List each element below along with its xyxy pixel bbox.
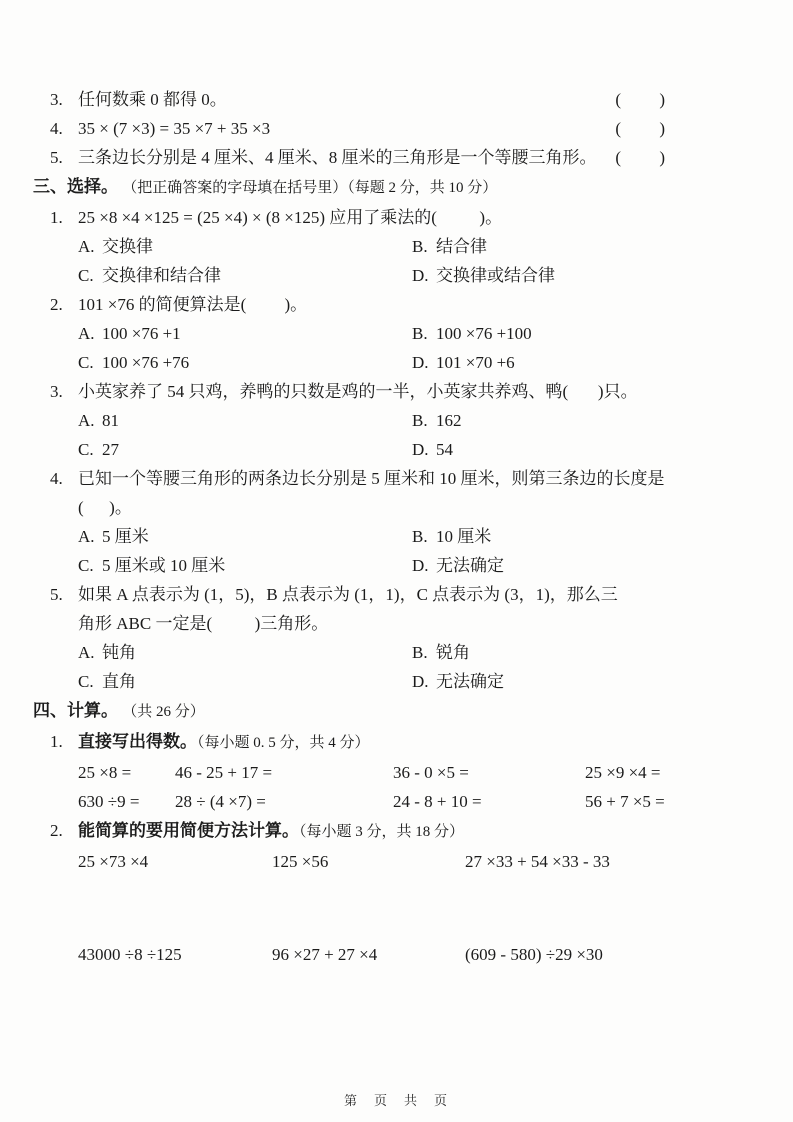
calc-expression[interactable]: 46 - 25 + 17 = <box>175 763 273 782</box>
calc-expression[interactable]: 25 ×9 ×4 = <box>585 763 661 782</box>
calc-expression[interactable]: 25 ×8 = <box>78 763 132 782</box>
option-q1-b[interactable] <box>412 232 665 261</box>
question-number: 3. <box>50 382 63 401</box>
option-label: D. <box>412 440 429 459</box>
calc-direct-heading <box>50 727 665 758</box>
judge-item-3 <box>50 85 665 114</box>
direct-calc-row-1 <box>78 758 665 787</box>
section-title: 三、选择。 <box>33 177 118 196</box>
option-q5-a[interactable] <box>78 638 412 667</box>
calc-expression[interactable]: 96 ×27 + 27 ×4 <box>272 945 378 964</box>
calc-expression[interactable]: 43000 ÷8 ÷125 <box>78 945 182 964</box>
choice-question-5 <box>50 580 665 609</box>
subsection-title: 直接写出得数。 <box>78 732 197 751</box>
simplify-calc-row-2 <box>78 940 665 969</box>
section-note: （共 26 分） <box>122 704 205 720</box>
simplify-calc-row-1 <box>78 847 665 876</box>
direct-calc-row-2 <box>78 787 665 816</box>
judge-item-4 <box>50 114 665 143</box>
question-number: 5. <box>50 148 63 167</box>
option-q1-a[interactable] <box>78 232 412 261</box>
question-number: 4. <box>50 119 63 138</box>
calc-simplify-heading <box>50 816 665 847</box>
option-text: 54 <box>436 440 453 459</box>
choice-q2-options-ab <box>78 319 665 348</box>
option-text: 101 ×70 +6 <box>436 353 515 372</box>
option-q4-a[interactable] <box>78 522 412 551</box>
option-q3-d[interactable] <box>412 435 665 464</box>
option-text: 81 <box>102 411 119 430</box>
option-q1-d[interactable] <box>412 261 665 290</box>
option-label: C. <box>78 266 94 285</box>
calc-expression[interactable]: 630 ÷9 = <box>78 792 140 811</box>
option-label: B. <box>412 643 428 662</box>
option-q2-c[interactable] <box>78 348 412 377</box>
question-text: 任何数乘 0 都得 0。 <box>78 90 227 109</box>
question-text: 已知一个等腰三角形的两条边长分别是 5 厘米和 10 厘米，则第三条边的长度是 <box>78 469 665 488</box>
answer-blank[interactable]: ( ) <box>615 119 665 138</box>
option-text: 162 <box>436 411 462 430</box>
question-text: 小英家养了 54 只鸡，养鸭的只数是鸡的一半，小英家共养鸡、鸭( )只。 <box>78 382 638 401</box>
choice-q5-options-cd <box>78 667 665 696</box>
answer-blank[interactable]: ( ) <box>615 90 665 109</box>
working-space <box>33 876 665 940</box>
page-footer: 第 页 共 页 <box>343 1093 449 1108</box>
option-text: 100 ×76 +76 <box>102 353 190 372</box>
option-label: B. <box>412 527 428 546</box>
choice-question-5-line2 <box>78 609 665 638</box>
option-label: D. <box>412 353 429 372</box>
option-label: A. <box>78 237 95 256</box>
question-number: 4. <box>50 469 63 488</box>
question-text: 如果 A 点表示为 (1，5)，B 点表示为 (1，1)，C 点表示为 (3，1)，那么三 <box>78 585 618 604</box>
option-text: 5 厘米 <box>102 527 149 546</box>
question-text: 角形 ABC 一定是( )三角形。 <box>78 614 329 633</box>
option-label: C. <box>78 672 94 691</box>
option-text: 直角 <box>102 672 136 691</box>
option-q4-c[interactable] <box>78 551 412 580</box>
option-q1-c[interactable] <box>78 261 412 290</box>
option-label: A. <box>78 324 95 343</box>
option-q3-b[interactable] <box>412 406 665 435</box>
choice-q5-options-ab <box>78 638 665 667</box>
option-text: 结合律 <box>436 237 487 256</box>
option-text: 100 ×76 +1 <box>102 324 181 343</box>
calc-expression[interactable]: 125 ×56 <box>272 852 329 871</box>
option-text: 5 厘米或 10 厘米 <box>102 556 226 575</box>
section-note: （把正确答案的字母填在括号里）（每题 2 分，共 10 分） <box>122 180 498 196</box>
choice-q3-options-cd <box>78 435 665 464</box>
option-q2-a[interactable] <box>78 319 412 348</box>
choice-question-2 <box>50 290 665 319</box>
option-q3-a[interactable] <box>78 406 412 435</box>
question-text: 三条边长分别是 4 厘米、4 厘米、8 厘米的三角形是一个等腰三角形。 <box>78 148 597 167</box>
calc-expression[interactable]: 56 + 7 ×5 = <box>585 792 665 811</box>
option-text: 10 厘米 <box>436 527 492 546</box>
option-text: 100 ×76 +100 <box>436 324 532 343</box>
section-heading-calc <box>33 696 665 727</box>
option-label: B. <box>412 324 428 343</box>
choice-question-4-line2 <box>78 493 665 522</box>
question-text: 25 ×8 ×4 ×125 = (25 ×4) × (8 ×125) 应用了乘法的( )。 <box>78 208 503 227</box>
option-label: A. <box>78 411 95 430</box>
choice-q1-options-ab <box>78 232 665 261</box>
question-text: ( )。 <box>78 498 132 517</box>
option-q5-d[interactable] <box>412 667 665 696</box>
question-text: 101 ×76 的简便算法是( )。 <box>78 295 308 314</box>
option-label: B. <box>412 411 428 430</box>
option-text: 交换律 <box>102 237 153 256</box>
choice-q4-options-cd <box>78 551 665 580</box>
section-heading-choice <box>33 172 665 203</box>
answer-blank[interactable]: ( ) <box>615 148 665 167</box>
question-number: 1. <box>50 208 63 227</box>
section-title: 四、计算。 <box>33 701 118 720</box>
option-text: 交换律和结合律 <box>102 266 221 285</box>
option-q3-c[interactable] <box>78 435 412 464</box>
question-number: 1. <box>50 732 63 751</box>
subsection-title: 能简算的要用简便方法计算。 <box>78 821 299 840</box>
option-q5-b[interactable] <box>412 638 665 667</box>
choice-q4-options-ab <box>78 522 665 551</box>
question-number: 2. <box>50 821 63 840</box>
option-text: 交换律或结合律 <box>436 266 555 285</box>
option-text: 无法确定 <box>436 556 504 575</box>
option-text: 钝角 <box>102 643 136 662</box>
calc-expression[interactable]: 25 ×73 ×4 <box>78 852 149 871</box>
option-text: 无法确定 <box>436 672 504 691</box>
option-q4-d[interactable] <box>412 551 665 580</box>
choice-question-4 <box>50 464 665 493</box>
option-label: D. <box>412 556 429 575</box>
question-number: 5. <box>50 585 63 604</box>
choice-q2-options-cd <box>78 348 665 377</box>
calc-expression[interactable]: (609 - 580) ÷29 ×30 <box>465 945 603 964</box>
option-q2-d[interactable] <box>412 348 665 377</box>
calc-expression[interactable]: 24 - 8 + 10 = <box>393 792 482 811</box>
option-label: D. <box>412 266 429 285</box>
option-q2-b[interactable] <box>412 319 665 348</box>
option-label: A. <box>78 643 95 662</box>
choice-question-1 <box>50 203 665 232</box>
question-number: 3. <box>50 90 63 109</box>
question-number: 2. <box>50 295 63 314</box>
question-text: 35 × (7 ×3) = 35 ×7 + 35 ×3 <box>78 119 271 138</box>
option-q4-b[interactable] <box>412 522 665 551</box>
subsection-note: （每小题 0. 5 分，共 4 分） <box>197 735 370 751</box>
option-label: D. <box>412 672 429 691</box>
choice-question-3 <box>50 377 665 406</box>
option-text: 27 <box>102 440 119 459</box>
calc-expression[interactable]: 27 ×33 + 54 ×33 - 33 <box>465 852 610 871</box>
calc-expression[interactable]: 28 ÷ (4 ×7) = <box>175 792 266 811</box>
option-label: C. <box>78 556 94 575</box>
option-label: B. <box>412 237 428 256</box>
option-label: C. <box>78 440 94 459</box>
option-label: A. <box>78 527 95 546</box>
option-label: C. <box>78 353 94 372</box>
choice-q1-options-cd <box>78 261 665 290</box>
choice-q3-options-ab <box>78 406 665 435</box>
subsection-note: （每小题 3 分，共 18 分） <box>299 824 465 840</box>
judge-item-5 <box>50 143 665 172</box>
option-q5-c[interactable] <box>78 667 412 696</box>
calc-expression[interactable]: 36 - 0 ×5 = <box>393 763 469 782</box>
option-text: 锐角 <box>436 643 470 662</box>
